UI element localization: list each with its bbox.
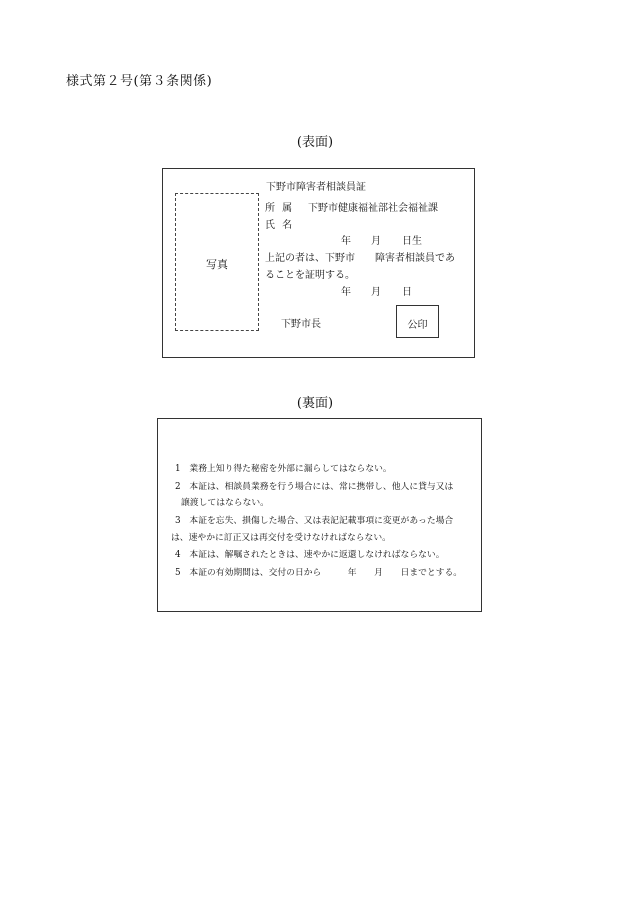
- photo-label: 写真: [206, 258, 228, 271]
- note-item: 4 本証は、解嘱されたときは、速やかに返還しなければならない。: [175, 550, 445, 560]
- official-seal-label: 公印: [407, 320, 428, 331]
- issue-day-label: 日: [402, 287, 412, 298]
- note-item: 1 業務上知り得た秘密を外部に漏らしてはならない。: [175, 464, 392, 474]
- birth-month-label: 月: [371, 236, 381, 247]
- note-item: 5 本証の有効期間は、交付の日から 年 月 日までとする。: [175, 568, 463, 578]
- form-number: 様式第２号(第３条関係): [66, 74, 213, 89]
- birth-day-label: 日生: [402, 236, 422, 247]
- note-item: 2 本証は、相談員業務を行う場合には、常に携帯し、他人に貸与又は: [175, 482, 454, 492]
- birth-year-label: 年: [341, 236, 351, 247]
- front-side-heading: (表面): [296, 135, 334, 150]
- note-item-continuation: 譲渡してはならない。: [181, 498, 269, 508]
- issue-year-label: 年: [341, 287, 351, 298]
- note-item: 3 本証を忘失、損傷した場合、又は表記記載事項に変更があった場合: [175, 516, 454, 526]
- official-seal-box: [396, 305, 439, 338]
- mayor-label: 下野市長: [281, 319, 321, 330]
- certification-text-line-1: 上記の者は、下野市 障害者相談員であ: [265, 253, 455, 264]
- affiliation-label: 所 属: [265, 203, 295, 214]
- issue-month-label: 月: [371, 287, 381, 298]
- affiliation-value: 下野市健康福祉部社会福祉課: [308, 203, 438, 214]
- certification-text-line-2: ることを証明する。: [265, 270, 355, 281]
- name-label: 氏 名: [265, 220, 295, 231]
- front-card: [162, 168, 475, 358]
- photo-placeholder: [175, 193, 259, 331]
- back-side-heading: (裏面): [296, 396, 334, 411]
- note-item-continuation: は、速やかに訂正又は再交付を受けなければならない。: [171, 533, 391, 543]
- card-title: 下野市障害者相談員証: [266, 182, 366, 193]
- back-card: [157, 418, 482, 612]
